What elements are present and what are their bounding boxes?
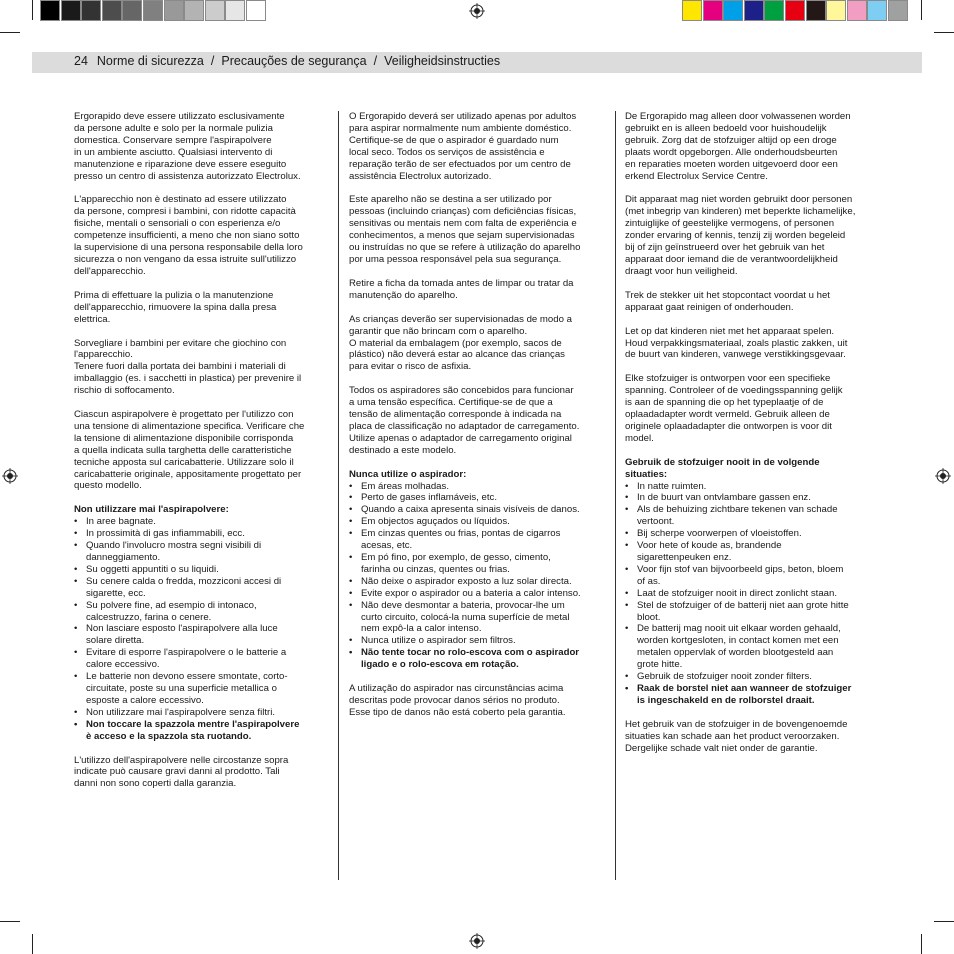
list-item: • In de buurt van ontvlambare gassen enz. xyxy=(625,492,881,504)
paragraph: Este aparelho não se destina a ser utilizado por pessoas (incluindo crianças) com deficiências físicas, sensitivas ou mentais nem com falta de experiência e conhecimentos, a menos que sejam supervisionadas ou instruídas no que se refere à utilização do aparelho por uma pessoa responsável pela sua segurança. xyxy=(349,194,581,265)
list-item: • Bij scherpe voorwerpen of vloeistoffen. xyxy=(625,528,881,540)
list-item: • Als de behuizing zichtbare tekenen van schade vertoont. xyxy=(625,504,881,528)
column-divider xyxy=(615,111,616,880)
page-header xyxy=(32,52,922,73)
color-swatch xyxy=(888,0,908,21)
warning-list xyxy=(74,516,330,742)
list-item: • Não deixe o aspirador exposto a luz solar directa. xyxy=(349,576,607,588)
list-item: • Non lasciare esposto l'aspirapolvere alla luce solare diretta. xyxy=(74,623,330,647)
list-item: • Voor fijn stof van bijvoorbeeld gips, beton, bloem of as. xyxy=(625,564,881,588)
list-item: • Em cinzas quentes ou frias, pontas de cigarros acesas, etc. xyxy=(349,528,607,552)
section-title-portuguese: Precauções de segurança xyxy=(221,54,367,68)
color-swatch xyxy=(164,0,184,21)
list-item: • Stel de stofzuiger of de batterij niet aan grote hitte bloot. xyxy=(625,600,881,624)
list-item-bold: • Raak de borstel niet aan wanneer de stofzuiger is ingeschakeld en de rolborstel draait. xyxy=(625,683,881,707)
column-portuguese xyxy=(349,111,607,731)
list-item: • In natte ruimten. xyxy=(625,481,881,493)
paragraph: Ciascun aspirapolvere è progettato per l'utilizzo con una tensione di alimentazione specifica. Verificare che la tensione di alimentazione disponibile corrisponda a quella indicata sulla targhetta delle caratteristiche tecniche apposta sul caricabatterie. Utilizzare solo il caricabatterie originale, appositamente progettato per questo modello. xyxy=(74,409,305,492)
list-item: • Não deve desmontar a bateria, provocar-lhe um curto circuito, colocá-la numa superfície de metal nem expô-la a calor intenso. xyxy=(349,600,607,636)
registration-crosshair-icon xyxy=(469,933,485,949)
warning-list xyxy=(349,481,607,672)
list-heading: Nunca utilize o aspirador: xyxy=(349,468,467,480)
color-swatch xyxy=(847,0,867,21)
list-item: • Nunca utilize o aspirador sem filtros. xyxy=(349,635,607,647)
color-swatch xyxy=(225,0,245,21)
paragraph: Prima di effettuare la pulizia o la manutenzione dell'apparecchio, rimuovere la spina dalla presa elettrica. xyxy=(74,289,277,325)
list-item: • Em áreas molhadas. xyxy=(349,481,607,493)
registration-crosshair-icon xyxy=(935,468,951,484)
color-swatch xyxy=(806,0,826,21)
paragraph: Elke stofzuiger is ontworpen voor een specifieke spanning. Controleer of de voedingsspanning gelijk is aan de spanning die op het typeplaatje of de oplaadadapter wordt vermeld. Gebruik alleen de originele oplaadadapter die ontworpen is voor dit model. xyxy=(625,373,843,444)
paragraph: Sorvegliare i bambini per evitare che giochino con l'apparecchio. Tenere fuori dalla portata dei bambini i materiali di imballaggio (es. i sacchetti in plastica) per prevenire il rischio di soffocamento. xyxy=(74,337,302,397)
list-item: • Su oggetti appuntiti o su liquidi. xyxy=(74,564,330,576)
paragraph: Ergorapido deve essere utilizzato esclusivamente da persone adulte e solo per la normale pulizia domestica. Conservare sempre l'aspirapolvere in un ambiente asciutto. Qualsiasi intervento di manutenzione e riparazione deve essere eseguito presso un centro di assistenza autorizzato Electrolux. xyxy=(74,111,301,182)
paragraph: Trek de stekker uit het stopcontact voordat u het apparaat gaat reinigen of onderhouden. xyxy=(625,289,830,313)
registration-crosshair-icon xyxy=(2,468,18,484)
list-item: • Evite expor o aspirador ou a bateria a calor intenso. xyxy=(349,588,607,600)
list-item: • In aree bagnate. xyxy=(74,516,330,528)
header-separator: / xyxy=(373,54,378,68)
color-swatch xyxy=(61,0,81,21)
list-item: • Le batterie non devono essere smontate, corto- circuitate, poste su una superficie metallica o esposte a calore eccessivo. xyxy=(74,671,330,707)
list-item: • Gebruik de stofzuiger nooit zonder filters. xyxy=(625,671,881,683)
process-color-bar xyxy=(682,0,909,22)
paragraph: Het gebruik van de stofzuiger in de bovengenoemde situaties kan schade aan het product veroorzaken. Dergelijke schade valt niet onder de garantie. xyxy=(625,718,848,754)
paragraph: L'utilizzo dell'aspirapolvere nelle circostanze sopra indicate può causare gravi danni al prodotto. Tali danni non sono coperti dalla garanzia. xyxy=(74,754,289,790)
crop-mark xyxy=(934,921,954,922)
crop-mark xyxy=(0,921,20,922)
list-item: • Quando a caixa apresenta sinais visíveis de danos. xyxy=(349,504,607,516)
color-swatch xyxy=(764,0,784,21)
list-item: • Evitare di esporre l'aspirapolvere o le batterie a calore eccessivo. xyxy=(74,647,330,671)
list-item: • Perto de gases inflamáveis, etc. xyxy=(349,492,607,504)
crop-mark xyxy=(921,0,922,20)
list-item-bold: • Não tente tocar no rolo-escova com o aspirador ligado e o rolo-escova em rotação. xyxy=(349,647,607,671)
color-swatch xyxy=(703,0,723,21)
crop-mark xyxy=(921,934,922,954)
list-item-bold: • Non toccare la spazzola mentre l'aspirapolvere è acceso e la spazzola sta ruotando. xyxy=(74,719,330,743)
color-swatch xyxy=(826,0,846,21)
paragraph: Retire a ficha da tomada antes de limpar ou tratar da manutenção do aparelho. xyxy=(349,277,574,301)
list-item: • Voor hete of koude as, brandende sigarettenpeuken enz. xyxy=(625,540,881,564)
list-item: • Laat de stofzuiger nooit in direct zonlicht staan. xyxy=(625,588,881,600)
list-item: • Su polvere fine, ad esempio di intonaco, calcestruzzo, farina o cenere. xyxy=(74,600,330,624)
paragraph: A utilização do aspirador nas circunstâncias acima descritas pode provocar danos sérios no produto. Esse tipo de danos não está coberto pela garantia. xyxy=(349,683,566,718)
color-swatch xyxy=(723,0,743,21)
page-header-text xyxy=(74,54,500,68)
crop-mark xyxy=(0,32,20,33)
color-swatch xyxy=(184,0,204,21)
color-swatch xyxy=(205,0,225,21)
column-italian xyxy=(74,111,330,802)
list-item: • Em pó fino, por exemplo, de gesso, cimento, farinha ou cinzas, quentes ou frias. xyxy=(349,552,607,576)
list-item: • Non utilizzare mai l'aspirapolvere senza filtri. xyxy=(74,707,330,719)
crop-mark xyxy=(934,32,954,33)
paragraph: O Ergorapido deverá ser utilizado apenas por adultos para aspirar normalmente num ambiente doméstico. Certifique-se de que o aspirador é guardado num local seco. Todos os serviços de assistência e reparação terão de ser efectuados por um centro de assistência Electrolux autorizado. xyxy=(349,111,577,182)
color-swatch xyxy=(143,0,163,21)
header-separator: / xyxy=(210,54,215,68)
color-swatch xyxy=(785,0,805,21)
paragraph: Todos os aspiradores são concebidos para funcionar a uma tensão específica. Certifique-se de que a tensão de alimentação corresponde à indicada na placa de classificação no adaptador de carregamento. Utilize apenas o adaptador de carregamento original destinado a este modelo. xyxy=(349,385,580,456)
color-swatch xyxy=(744,0,764,21)
list-item: • In prossimità di gas infiammabili, ecc. xyxy=(74,528,330,540)
section-title-dutch: Veiligheidsinstructies xyxy=(384,54,501,68)
list-item: • Quando l'involucro mostra segni visibili di danneggiamento. xyxy=(74,540,330,564)
column-dutch xyxy=(625,111,881,767)
page-number: 24 xyxy=(74,54,88,68)
paragraph: L'apparecchio non è destinato ad essere utilizzato da persone, compresi i bambini, con ridotte capacità fisiche, mentali o sensoriali o con esperienza e/o competenze insufficienti, a meno che non siano sotto la supervisione di una persona responsabile della loro sicurezza o non vengano da essa istruite sull'utilizzo dell'apparecchio. xyxy=(74,194,303,277)
paragraph: As crianças deverão ser supervisionadas de modo a garantir que não brincam com o aparelho. O material da embalagem (por exemplo, sacos de plástico) não deverá estar ao alcance das crianças para evitar o risco de asfixia. xyxy=(349,313,572,373)
list-heading: Gebruik de stofzuiger nooit in de volgende situaties: xyxy=(625,456,820,480)
warning-list xyxy=(625,481,881,707)
gray-color-bar xyxy=(40,0,267,22)
list-item: • Su cenere calda o fredda, mozziconi accesi di sigarette, ecc. xyxy=(74,576,330,600)
list-item: • De batterij mag nooit uit elkaar worden gehaald, worden kortgesloten, in contact komen met een metalen oppervlak of worden blootgesteld aan grote hitte. xyxy=(625,623,881,671)
color-swatch xyxy=(867,0,887,21)
crop-mark xyxy=(32,0,33,20)
color-swatch xyxy=(40,0,60,21)
color-swatch xyxy=(682,0,702,21)
column-divider xyxy=(338,111,339,880)
color-swatch xyxy=(102,0,122,21)
paragraph: De Ergorapido mag alleen door volwassenen worden gebruikt en is alleen bedoeld voor huishoudelijk gebruik. Zorg dat de stofzuiger altijd op een droge plaats wordt opgeborgen. Alle onderhoudsbeurten en reparaties moeten worden uitgevoerd door een erkend Electrolux Service Centre. xyxy=(625,111,851,182)
crop-mark xyxy=(32,934,33,954)
color-swatch xyxy=(81,0,101,21)
registration-crosshair-icon xyxy=(469,3,485,19)
section-title-italian: Norme di sicurezza xyxy=(96,54,204,68)
color-swatch xyxy=(246,0,266,21)
color-swatch xyxy=(122,0,142,21)
list-item: • Em objectos aguçados ou líquidos. xyxy=(349,516,607,528)
paragraph: Let op dat kinderen niet met het apparaat spelen. Houd verpakkingsmateriaal, zoals plastic zakken, uit de buurt van kinderen, vanwege verstikkingsgevaar. xyxy=(625,325,848,361)
list-heading: Non utilizzare mai l'aspirapolvere: xyxy=(74,504,229,516)
paragraph: Dit apparaat mag niet worden gebruikt door personen (met inbegrip van kinderen) met beperkte lichamelijke, zintuiglijke of geestelijke vermogens, of personen zonder ervaring of kennis, tenzij zij worden begeleid bij of zijn geïnstrueerd over het gebruik van het apparaat door iemand die de verantwoordelijkheid draagt voor hun veiligheid. xyxy=(625,194,856,277)
